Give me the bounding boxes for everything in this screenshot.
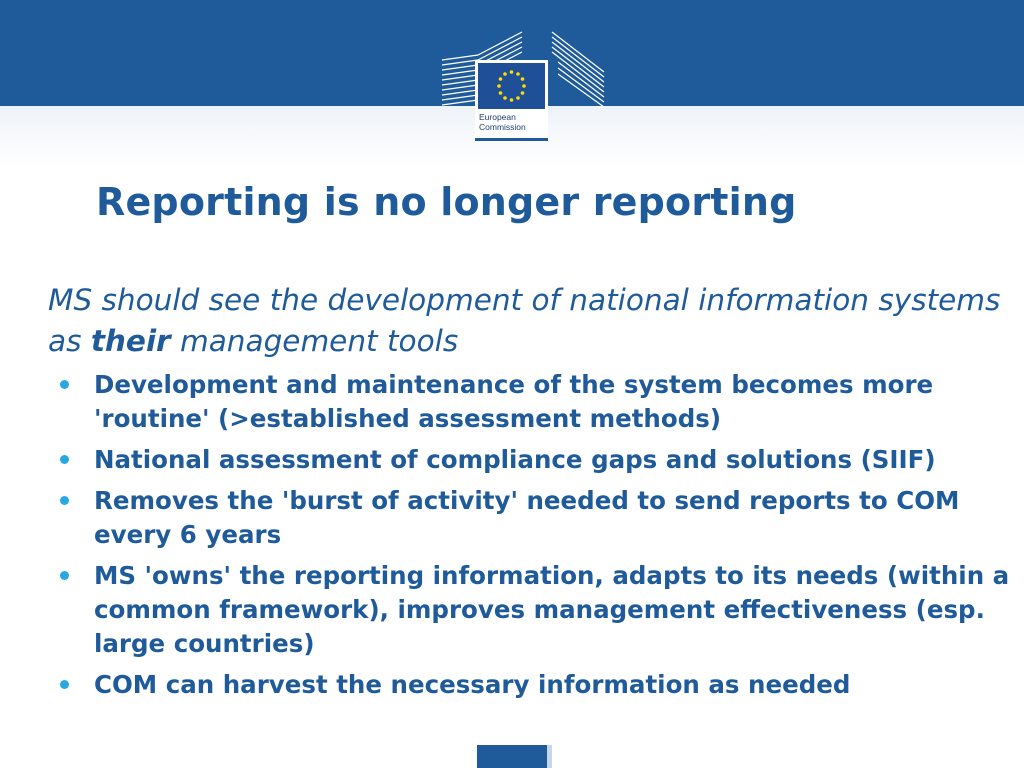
list-item (56, 484, 1016, 552)
bullet-dot-icon (60, 455, 69, 464)
subtitle-text-end: management tools (170, 324, 459, 358)
logo-caption-line1: European (479, 112, 516, 122)
logo-caption (479, 112, 549, 132)
list-item (56, 668, 1016, 702)
bullet-dot-icon (60, 680, 69, 689)
slide-title: Reporting is no longer reporting (96, 180, 797, 224)
list-item (56, 368, 1016, 436)
bullet-list (56, 368, 1016, 709)
slide-subtitle (48, 280, 1018, 362)
bullet-text: MS 'owns' the reporting information, adapts to its needs (within a common framework), improves management effectiveness (esp. large countries) (94, 561, 1010, 658)
bullet-dot-icon (60, 496, 69, 505)
eu-flag-icon (478, 63, 545, 109)
logo-caption-line2: Commission (479, 122, 526, 132)
bullet-text: National assessment of compliance gaps and solutions (SIIF) (94, 445, 936, 474)
subtitle-emphasis: their (90, 324, 171, 358)
subtitle-text-start: MS should see the development of national information systems as (48, 283, 1001, 358)
bullet-dot-icon (60, 380, 69, 389)
bullet-text: COM can harvest the necessary information as needed (94, 670, 851, 699)
bullet-text: Development and maintenance of the system becomes more 'routine' (>established assessment methods) (94, 370, 934, 433)
list-item (56, 443, 1016, 477)
bullet-dot-icon (60, 571, 69, 580)
list-item (56, 559, 1016, 661)
footer-flag-strip (477, 745, 547, 768)
bullet-text: Removes the 'burst of activity' needed to send reports to COM every 6 years (94, 486, 960, 549)
